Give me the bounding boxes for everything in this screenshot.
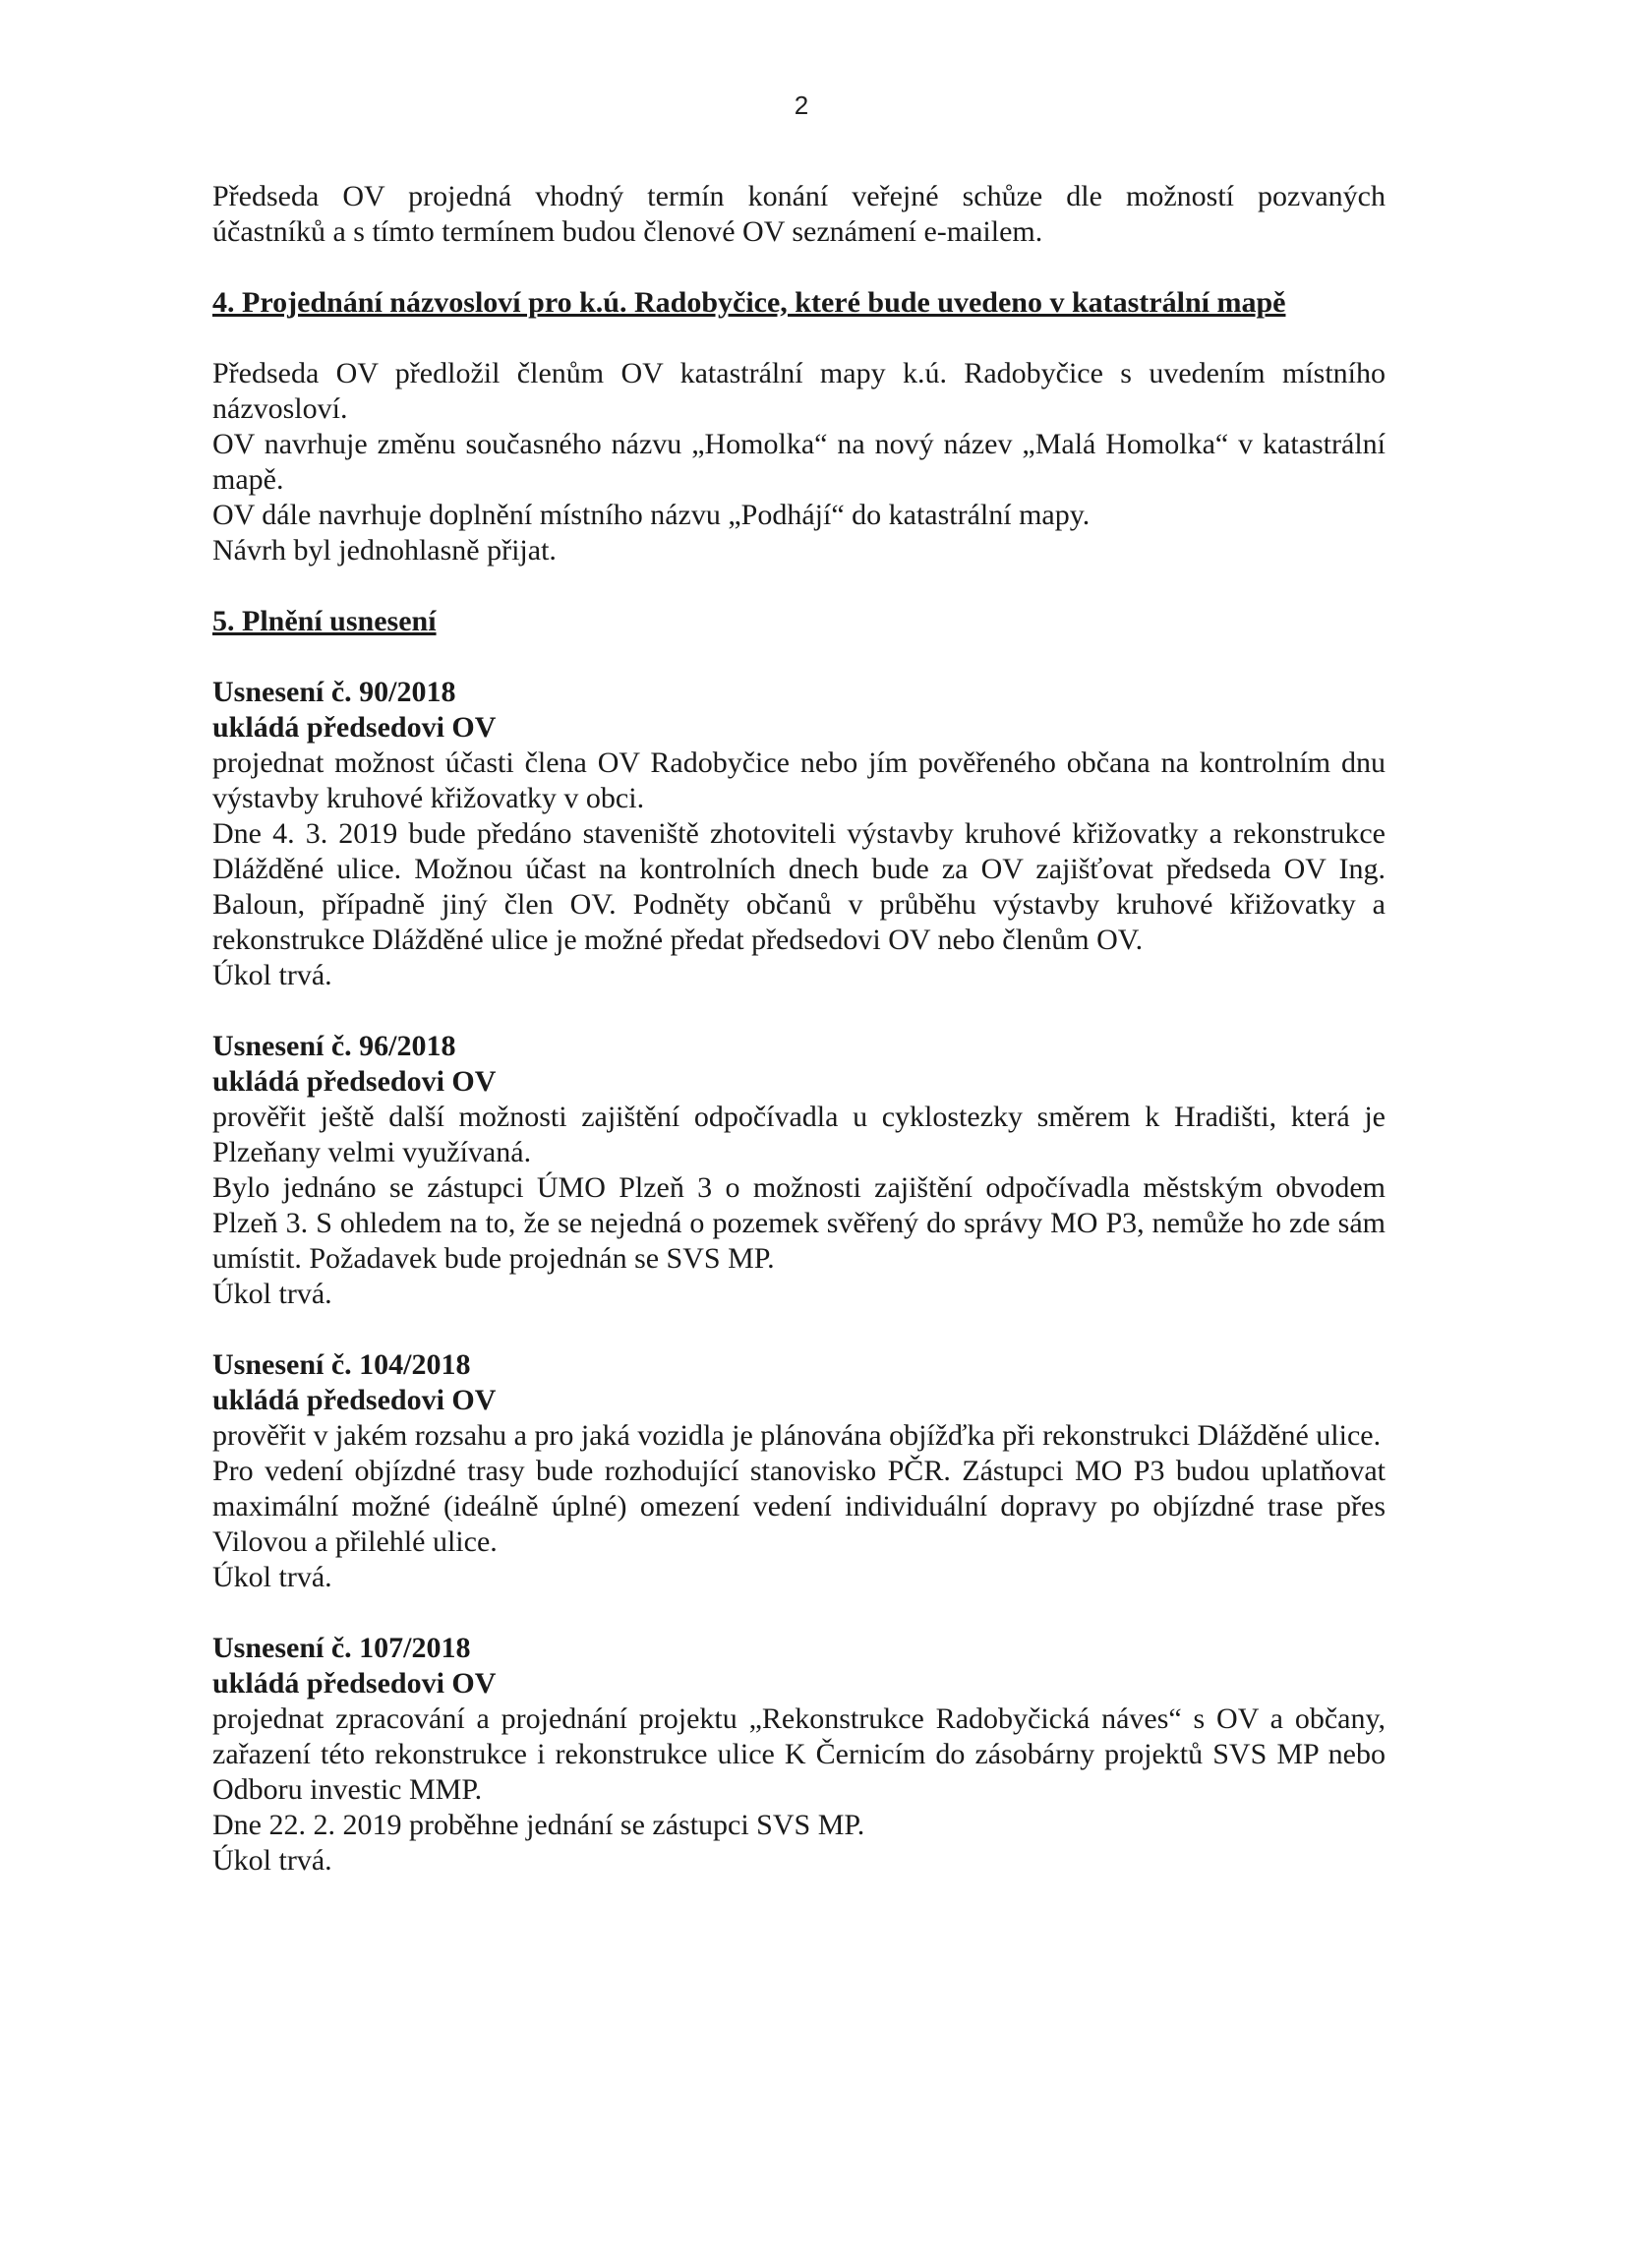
section-4-heading: 4. Projednání názvosloví pro k.ú. Radobyčice, které bude uvedeno v katastrální mapě [212,286,1286,319]
section-4-line: Předseda OV předložil členům OV katastrální mapy k.ú. Radobyčice s uvedením místního názvosloví. [212,357,1386,425]
section-5 [212,604,1386,1879]
resolution-status: Úkol trvá. [212,959,332,991]
page-number: 2 [794,90,809,120]
resolution-task: projednat možnost účasti člena OV Radobyčice nebo jím pověřeného občana na kontrolním dnu výstavby kruhové křižovatky v obci. [212,746,1386,814]
section-4-line: OV dále navrhuje doplnění místního názvu „Podhájí“ do katastrální mapy. [212,499,1091,531]
document-body [212,179,1386,1879]
resolution-title: Usnesení č. 104/2018 [212,1348,471,1381]
intro-line: účastníků a s tímto termínem budou členové OV seznámení e-mailem. [212,215,1043,248]
section-4-line: Návrh byl jednohlasně přijat. [212,534,557,567]
resolution-subtitle: ukládá předsedovi OV [212,1667,497,1700]
resolution-task: projednat zpracování a projednání projektu „Rekonstrukce Radobyčická náves“ s OV a občany, zařazení této rekonstrukce i rekonstrukce ulice K Černicím do zásobárny projektů SVS MP nebo Odboru investic MMP. [212,1702,1386,1806]
resolution-status: Úkol trvá. [212,1844,332,1877]
resolution-status: Úkol trvá. [212,1278,332,1310]
section-4-line: OV navrhuje změnu současného názvu „Homolka“ na nový název „Malá Homolka“ v katastrální mapě. [212,428,1386,496]
intro-paragraph [212,179,1386,250]
resolution-status: Úkol trvá. [212,1561,332,1593]
intro-line: Předseda OV projedná vhodný termín konání veřejné schůze dle možností pozvaných [212,180,1386,212]
resolution-update: Dne 4. 3. 2019 bude předáno staveniště zhotoviteli výstavby kruhové křižovatky a rekonstrukce Dlážděné ulice. Možnou účast na kontrolních dnech bude za OV zajišťovat předseda OV Ing. Baloun, případně jiný člen OV. Podněty občanů v průběhu výstavby kruhové křižovatky a rekonstrukce Dlážděné ulice je možné předat předsedovi OV nebo členům OV. [212,817,1386,956]
resolution-block [212,1347,1386,1595]
resolution-title: Usnesení č. 107/2018 [212,1632,471,1664]
resolution-subtitle: ukládá předsedovi OV [212,711,497,744]
resolution-update: Pro vedení objízdné trasy bude rozhodující stanovisko PČR. Zástupci MO P3 budou uplatňovat maximální možné (ideálně úplné) omezení vedení individuální dopravy po objízdné trase přes Vilovou a přilehlé ulice. [212,1455,1386,1558]
section-5-heading: 5. Plnění usnesení [212,605,437,637]
resolution-block [212,1631,1386,1879]
resolution-block [212,1029,1386,1312]
resolution-block [212,675,1386,993]
resolution-update: Bylo jednáno se zástupci ÚMO Plzeň 3 o možnosti zajištění odpočívadla městským obvodem Plzeň 3. S ohledem na to, že se nejedná o pozemek svěřený do správy MO P3, nemůže ho zde sám umístit. Požadavek bude projednán se SVS MP. [212,1171,1386,1275]
resolution-update: Dne 22. 2. 2019 proběhne jednání se zástupci SVS MP. [212,1809,865,1841]
resolution-subtitle: ukládá předsedovi OV [212,1065,497,1098]
section-4 [212,285,1386,568]
resolution-subtitle: ukládá předsedovi OV [212,1384,497,1416]
resolution-title: Usnesení č. 96/2018 [212,1030,456,1062]
resolution-task: prověřit ještě další možnosti zajištění odpočívadla u cyklostezky směrem k Hradišti, která je Plzeňany velmi využívaná. [212,1101,1386,1168]
resolution-title: Usnesení č. 90/2018 [212,676,456,708]
resolution-task: prověřit v jakém rozsahu a pro jaká vozidla je plánována objížďka při rekonstrukci Dlážděné ulice. [212,1419,1382,1452]
